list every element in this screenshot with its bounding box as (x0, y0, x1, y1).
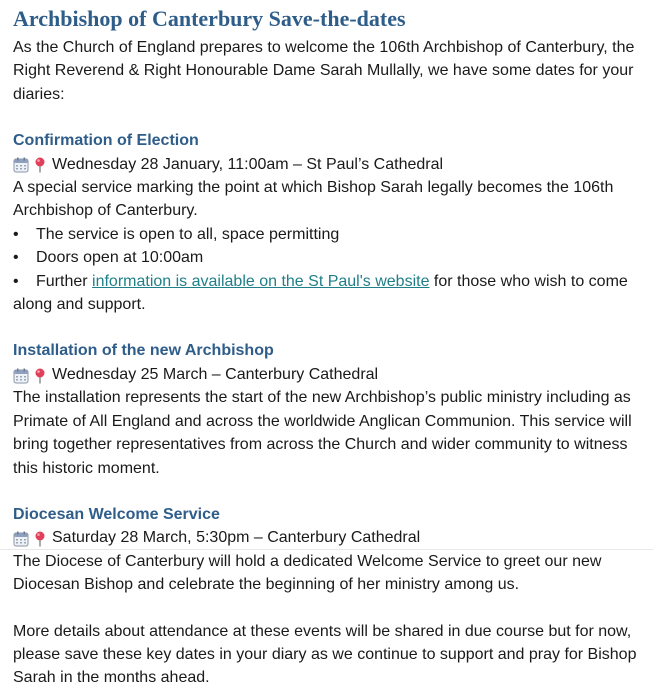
event-date-welcome (13, 526, 653, 549)
further-info-paragraph: • Further information is available on the St Paul's website for those who wish to come along and support. (13, 272, 628, 314)
section-body-welcome: The Diocese of Canterbury will hold a dedicated Welcome Service to greet our new Diocesan Bishop and celebrate the beginning of her ministry among us. (13, 552, 602, 594)
section-body-installation: The installation represents the start of the new Archbishop’s public ministry including as Primate of All England and across the worldwide Anglican Communion. This service will bring together representatives from across the Church and wider community to witness this historic moment. (13, 389, 632, 477)
page-title: Archbishop of Canterbury Save-the-dates (13, 6, 406, 31)
calendar-icon (13, 157, 29, 173)
st-pauls-website-link[interactable]: information is available on the St Paul's website (92, 272, 430, 290)
pin-icon (34, 368, 46, 384)
pin-icon (34, 531, 46, 547)
section-heading-confirmation: Confirmation of Election (13, 132, 199, 150)
section-heading-installation: Installation of the new Archbishop (13, 342, 274, 360)
section-heading-welcome: Diocesan Welcome Service (13, 505, 220, 523)
event-date-installation (13, 363, 653, 386)
calendar-icon (13, 368, 29, 384)
event-date-text: Wednesday 28 January, 11:00am – St Paul’s Cathedral (52, 155, 444, 173)
list-item: • Doors open at 10:00am (13, 246, 653, 269)
further-prefix: Further (36, 272, 93, 290)
calendar-icon (13, 531, 29, 547)
article (0, 6, 653, 697)
event-date-text: Saturday 28 March, 5:30pm – Canterbury Cathedral (52, 529, 421, 547)
section-body-confirmation: A special service marking the point at which Bishop Sarah legally becomes the 106th Archbishop of Canterbury. (13, 179, 614, 220)
bullet-list (13, 223, 653, 270)
event-date-confirmation (13, 153, 653, 176)
list-item: • The service is open to all, space permitting (13, 223, 653, 246)
closing-paragraph: More details about attendance at these events will be shared in due course but for now, please save these key dates in your diary as we continue to support and pray for Bishop Sarah in the months ahead. (13, 622, 637, 687)
pin-icon (34, 157, 46, 173)
intro-paragraph: As the Church of England prepares to welcome the 106th Archbishop of Canterbury, the Right Reverend & Right Honourable Dame Sarah Mullally, we have some dates for your diaries: (13, 39, 635, 103)
event-date-text: Wednesday 25 March – Canterbury Cathedral (52, 365, 379, 383)
further-suffix: for those who wish to come along and support. (13, 272, 628, 314)
divider (0, 549, 653, 550)
